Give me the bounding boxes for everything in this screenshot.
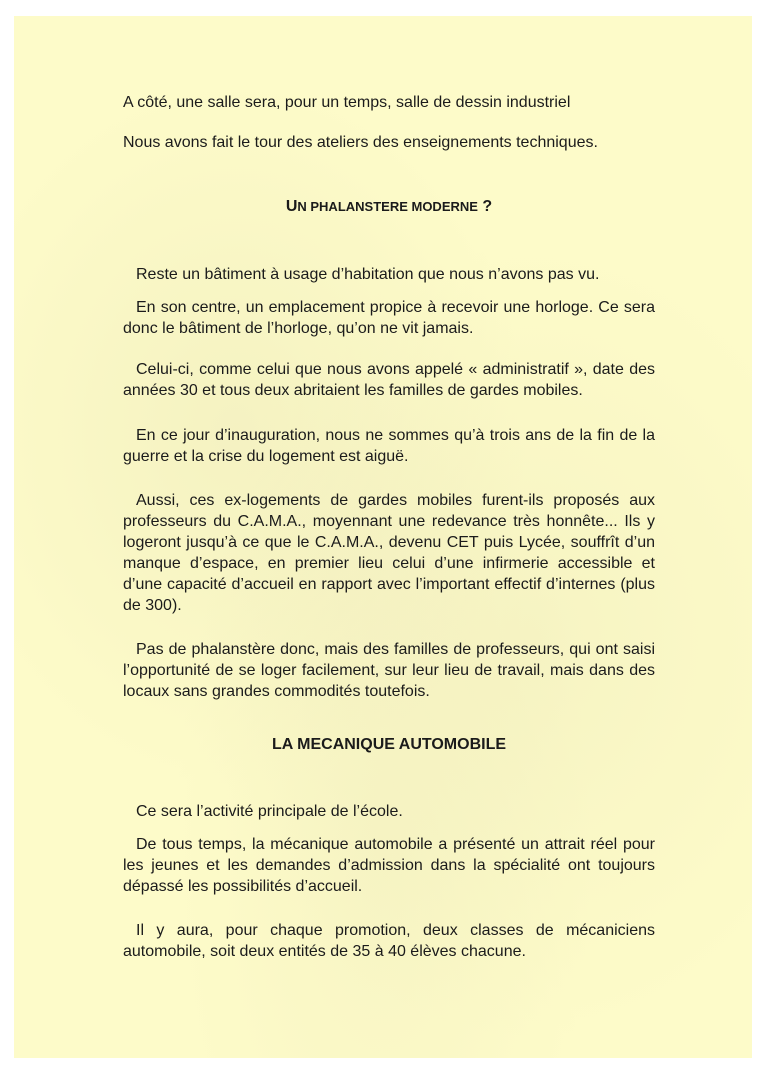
heading-initial: U: [285, 198, 298, 215]
heading-word-rest: N: [297, 199, 311, 214]
paragraph: Ce sera l’activité principale de l’école.: [136, 803, 403, 820]
text-line-dessin: A côté, une salle sera, pour un temps, salle de dessin industriel: [123, 94, 571, 111]
heading-mecanique: LA MECANIQUE AUTOMOBILE: [271, 736, 507, 753]
paragraph: Reste un bâtiment à usage d’habitation que nous n’avons pas vu.: [136, 266, 600, 283]
paragraph: En ce jour d’inauguration, nous ne sommes qu’à trois ans de la fin de la guerre et la crise du logement est aiguë.: [123, 427, 655, 465]
paragraph: De tous temps, la mécanique automobile a présenté un attrait réel pour les jeunes et les demandes d’admission dans la spécialité ont toujours dépassé les possibilités d’accueil.: [123, 836, 655, 895]
heading-suffix: ?: [477, 198, 493, 215]
paragraph: Pas de phalanstère donc, mais des familles de professeurs, qui ont saisi l’opportunité de se loger facilement, sur leur lieu de travail, mais dans des locaux sans grandes commodités toutefois.: [123, 641, 655, 700]
paragraph: Il y aura, pour chaque promotion, deux classes de mécaniciens automobile, soit deux entités de 35 à 40 élèves chacune.: [123, 922, 655, 960]
paragraph: En son centre, un emplacement propice à recevoir une horloge. Ce sera donc le bâtiment de l’horloge, qu’on ne vit jamais.: [123, 299, 655, 337]
heading-phalanstere: [123, 198, 655, 216]
heading-rest: PHALANSTERE MODERNE: [310, 199, 478, 214]
paragraph: Celui-ci, comme celui que nous avons appelé « administratif », date des années 30 et tous deux abritaient les familles de gardes mobiles.: [123, 361, 655, 399]
text-line-ateliers: Nous avons fait le tour des ateliers des enseignements techniques.: [123, 134, 598, 151]
paragraph: Aussi, ces ex-logements de gardes mobiles furent-ils proposés aux professeurs du C.A.M.A., moyennant une redevance très honnête... Ils y logeront jusqu’à ce que le C.A.M.A., devenu CET puis Lycée, souffrît d’un manque d’espace, en premier lieu celui d’une infirmerie accessible et d’une capacité d’accueil en rapport avec l’important effectif d’internes (plus de 300).: [123, 492, 655, 614]
